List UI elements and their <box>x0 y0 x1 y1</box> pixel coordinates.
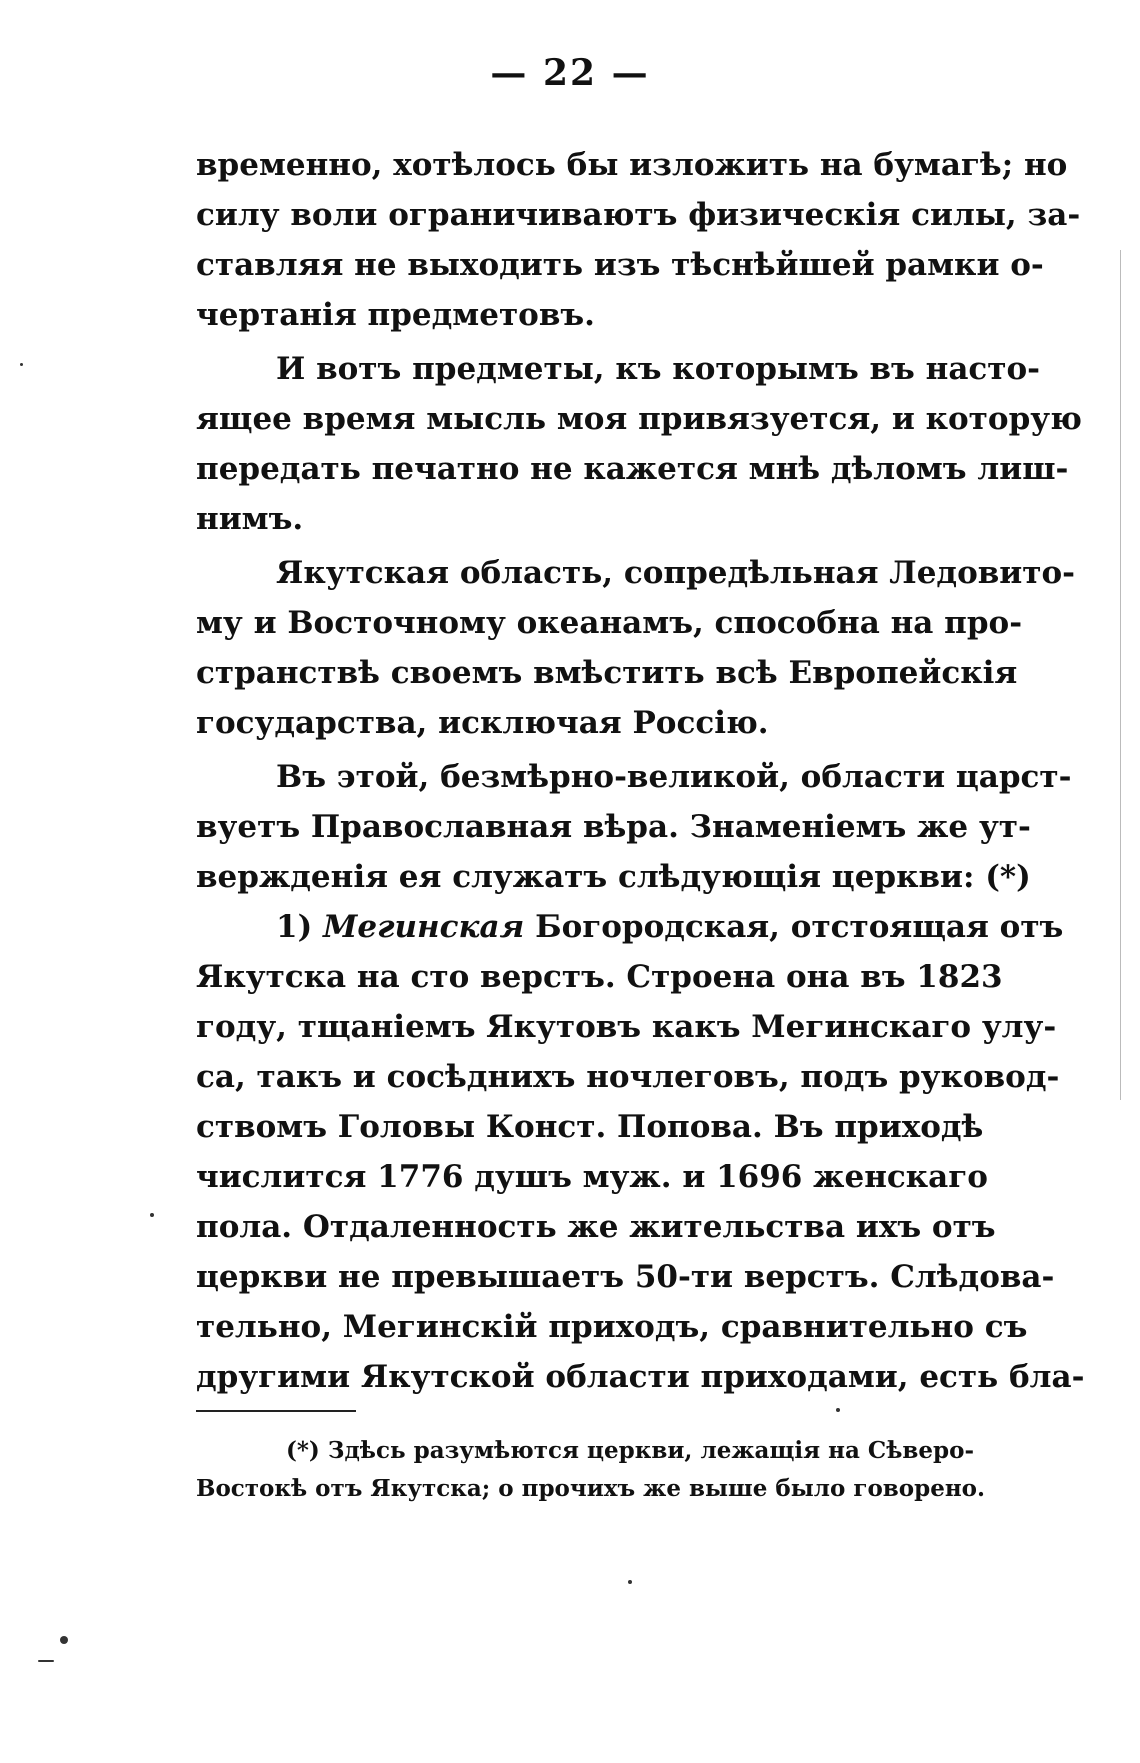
body-line: Богородская, отстоящая отъ <box>535 909 1064 945</box>
body-line: ставляя не выходить изъ тѣснѣйшей рамки о- <box>196 247 1044 283</box>
body-line: тельно, Мегинскій приходъ, сравнительно съ <box>196 1309 1028 1345</box>
body-line: са, такъ и сосѣднихъ ночлеговъ, подъ руковод- <box>196 1059 1060 1095</box>
body-line: странствѣ своемъ вмѣстить всѣ Европейскія <box>196 655 1018 691</box>
scan-speck <box>836 1408 840 1412</box>
body-line: Въ этой, безмѣрно-великой, области царст- <box>276 759 1072 795</box>
body-line: И вотъ предметы, къ которымъ въ насто- <box>276 351 1041 387</box>
scan-speck <box>60 1636 68 1644</box>
body-line: ствомъ Головы Конст. Попова. Въ приходѣ <box>196 1109 984 1145</box>
scan-speck <box>38 1660 54 1662</box>
body-line: государства, исключая Россію. <box>196 705 769 741</box>
footnote <box>196 1432 986 1508</box>
body-line: му и Восточному океанамъ, способна на про- <box>196 605 1023 641</box>
body-line: вержденія ея служатъ слѣдующія церкви: (*) <box>196 859 1031 895</box>
body-line: временно, хотѣлось бы изложить на бумагѣ; но <box>196 147 1068 183</box>
body-line: церкви не превышаетъ 50-ти верстъ. Слѣдова- <box>196 1259 1055 1295</box>
body-line: нимъ. <box>196 501 304 537</box>
body-line: силу воли ограничиваютъ физическія силы, за- <box>196 197 1081 233</box>
body-line: году, тщаніемъ Якутовъ какъ Мегинскаго улу- <box>196 1009 1057 1045</box>
footnote-line: Востокѣ отъ Якутска; о прочихъ же выше было говорено. <box>196 1475 986 1502</box>
scan-edge-line <box>1120 250 1121 1100</box>
body-line: пола. Отдаленность же жительства ихъ отъ <box>196 1209 996 1245</box>
body-line: Якутска на сто верстъ. Строена она въ 1823 <box>196 959 1003 995</box>
body-line: числится 1776 душъ муж. и 1696 женскаго <box>196 1159 988 1195</box>
page-number: — 22 — <box>490 52 650 94</box>
church-item-number: 1) <box>276 909 313 945</box>
body-text <box>196 140 1085 1402</box>
body-line: ящее время мысль моя привязуется, и которую <box>196 401 1082 437</box>
body-line: чертанія предметовъ. <box>196 297 595 333</box>
body-line: передать печатно не кажется мнѣ дѣломъ лиш- <box>196 451 1069 487</box>
body-line: Якутская область, сопредѣльная Ледовито- <box>276 555 1076 591</box>
body-line: другими Якутской области приходами, есть бла- <box>196 1359 1085 1395</box>
church-item-name: Мегинская <box>323 909 525 945</box>
church-item-line <box>196 902 1064 952</box>
footnote-divider <box>196 1410 356 1412</box>
scan-speck <box>20 363 23 366</box>
scan-speck <box>628 1580 632 1584</box>
footnote-line: (*) Здѣсь разумѣются церкви, лежащія на Сѣверо- <box>286 1437 974 1464</box>
scan-speck <box>150 1213 154 1217</box>
body-line: вуетъ Православная вѣра. Знаменіемъ же ут- <box>196 809 1031 845</box>
